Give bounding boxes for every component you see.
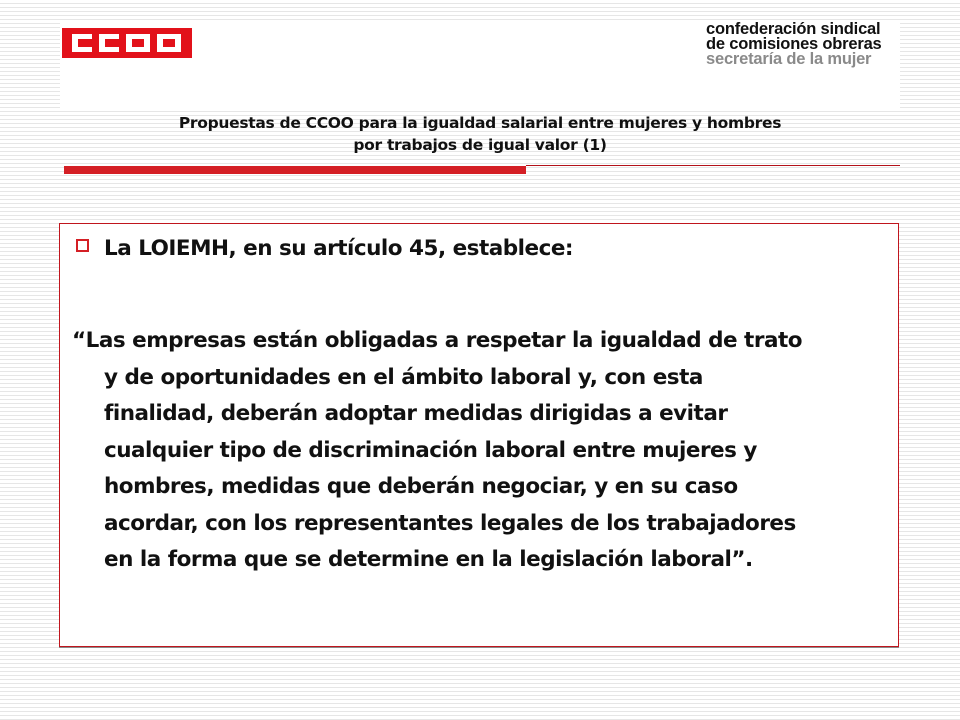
- quote-line: “Las empresas están obligadas a respetar la igualdad de trato: [72, 328, 802, 353]
- quote-line: en la forma que se determine en la legislación laboral”.: [104, 547, 753, 572]
- law-quote: [72, 323, 892, 579]
- organization-name: [706, 22, 882, 67]
- subtitle-line-1: Propuestas de CCOO para la igualdad salarial entre mujeres y hombres: [178, 114, 782, 132]
- ccoo-logo-graphic: [62, 28, 192, 58]
- hollow-square-bullet-icon: [76, 239, 89, 252]
- quote-line: y de oportunidades en el ámbito laboral y, con esta: [104, 364, 703, 390]
- quote-line: finalidad, deberán adoptar medidas dirigidas a evitar: [104, 401, 728, 426]
- org-line-2: de comisiones obreras: [706, 35, 882, 53]
- quote-line: hombres, medidas que deberán negociar, y en su caso: [104, 474, 738, 499]
- bullet-text: La LOIEMH, en su artículo 45, establece:: [104, 236, 574, 261]
- org-line-3: secretaría de la mujer: [706, 50, 872, 68]
- ccoo-logo: [62, 28, 192, 58]
- quote-line: acordar, con los representantes legales de los trabajadores: [104, 510, 796, 536]
- red-divider-thin: [526, 165, 900, 166]
- quote-line: cualquier tipo de discriminación laboral entre mujeres y: [104, 437, 757, 463]
- slide-subtitle: [60, 112, 900, 156]
- org-line-1: confederación sindical: [706, 20, 881, 38]
- subtitle-line-2: por trabajos de igual valor (1): [353, 136, 607, 154]
- red-divider-thick: [64, 166, 526, 174]
